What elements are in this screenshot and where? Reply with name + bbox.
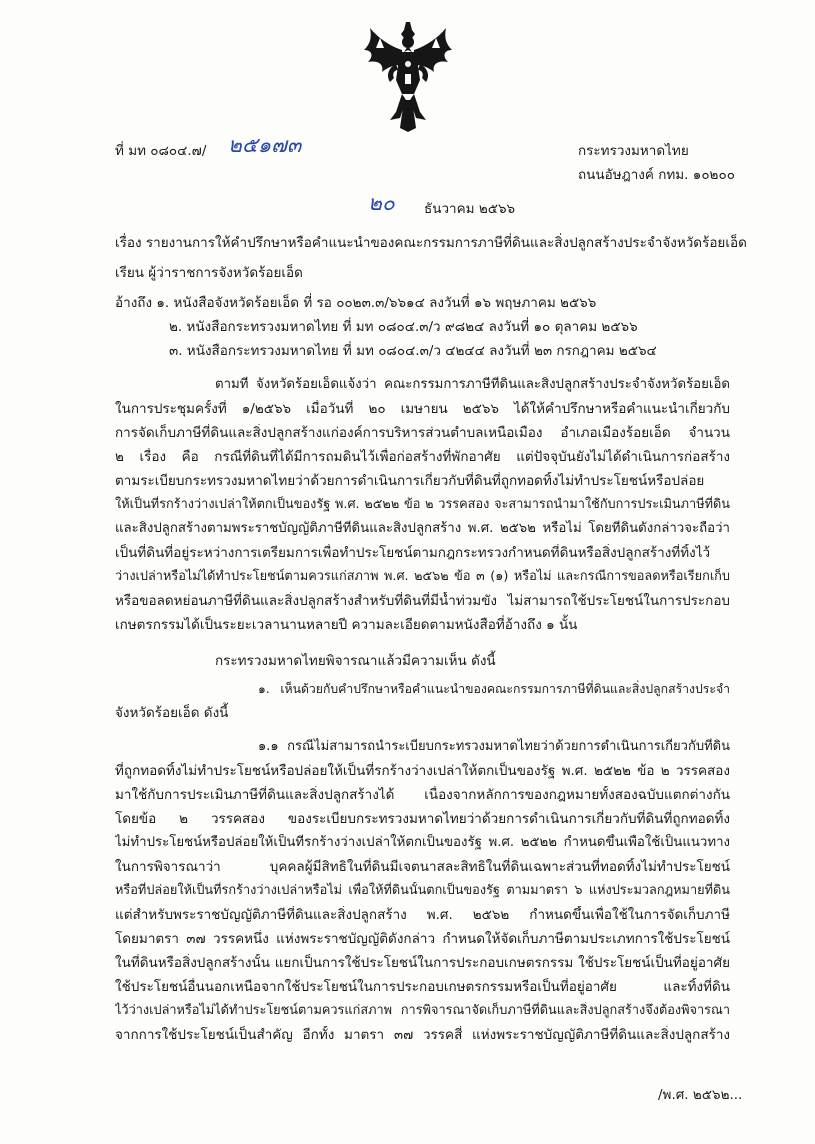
reference-item: ๓. หนังสือกระทรวงมหาดไทย ที่ มท ๐๘๐๔.๓/ว ๔๒๔๔ ลงวันที่ ๒๓ กรกฎาคม ๒๕๖๔ [169, 343, 657, 359]
body-line: เกษตรกรรมได้เป็นระยะเวลานานหลายปี ความละเอียดตามหนังสือที่อ้างถึง ๑ นั้น [115, 617, 578, 633]
body-line: ในการประชุมครั้งที่ ๑/๒๕๖๖ เมื่อวันที่ ๒๐ เมษายน ๒๕๖๖ ได้ให้คำปรึกษาหรือคำแนะนำเกี่ยวกับ [115, 401, 730, 417]
body-line: ที่ถูกทอดทิ้งไม่ทำประโยชน์หรือปล่อยให้เป็นที่รกร้างว่างเปล่าให้ตกเป็นของรัฐ พ.ศ. ๒๕๒๒ ข้อ ๒ วรรคสอง [115, 763, 730, 779]
body-line: ใช้ประโยชน์อื่นนอกเหนือจากใช้ประโยชน์ในการประกอบเกษตรกรรมหรือเป็นที่อยู่อาศัย และทิ้งที่ดิน [115, 979, 730, 995]
body-line: จังหวัดร้อยเอ็ด ดังนี้ [115, 705, 229, 721]
body-line: โดยข้อ ๒ วรรคสอง ของระเบียบกระทรวงมหาดไทยว่าด้วยการดำเนินการเกี่ยวกับที่ดินที่ถูกทอดทิ้ง [115, 811, 730, 827]
body-line: ไว้ว่างเปล่าหรือไม่ได้ทำประโยชน์ตามควรแก่สภาพ การพิจารณาจัดเก็บภาษีที่ดินและสิ่งปลูกสร้างจึงต้องพิจารณา [115, 1003, 730, 1018]
garuda-emblem [360, 20, 456, 134]
body-line: จากการใช้ประโยชน์เป็นสำคัญ อีกทั้ง มาตรา ๓๗ วรรคสี่ แห่งพระราชบัญญัติภาษีที่ดินและสิ่งปลูกสร้าง [115, 1027, 730, 1043]
body-line: ในการพิจารณาว่า บุคคลผู้มีสิทธิในที่ดินมีเจตนาสละสิทธิในที่ดินเฉพาะส่วนที่ทอดทิ้งไม่ทำประโยชน์ [115, 859, 730, 875]
body-line: ๑.๑ กรณีไม่สามารถนำระเบียบกระทรวงมหาดไทยว่าด้วยการดำเนินการเกี่ยวกับที่ดิน [258, 739, 730, 754]
body-line: ๑. เห็นด้วยกับคำปรึกษาหรือคำแนะนำของคณะกรรมการภาษีที่ดินและสิ่งปลูกสร้างประจำ [258, 682, 730, 696]
reference-item: อ้างถึง ๑. หนังสือจังหวัดร้อยเอ็ด ที่ รอ ๐๐๒๓.๓/๖๖๑๔ ลงวันที่ ๑๖ พฤษภาคม ๒๕๖๖ [115, 295, 597, 311]
body-line: เป็นที่ดินที่อยู่ระหว่างการเตรียมการเพื่อทำประโยชน์ตามกฎกระทรวงกำหนดที่ดินหรือสิ่งปลูกสร้างที่ทิ้งไว้ [115, 545, 711, 561]
body-line: ตามที่ จังหวัดร้อยเอ็ดแจ้งว่า คณะกรรมการภาษีที่ดินและสิ่งปลูกสร้างประจำจังหวัดร้อยเอ็ด [215, 377, 730, 392]
body-line: การจัดเก็บภาษีที่ดินและสิ่งปลูกสร้างแก่องค์การบริหารส่วนตำบลเหนือเมือง อำเภอเมืองร้อยเอ็ด จำนวน [115, 425, 730, 441]
body-line: ในที่ดินหรือสิ่งปลูกสร้างนั้น แยกเป็นการใช้ประโยชน์ในการประกอบเกษตรกรรม ใช้ประโยชน์เป็นที่อยู่อาศัย [115, 955, 730, 971]
body-line: ไม่ทำประโยชน์หรือปล่อยให้เป็นที่รกร้างว่างเปล่าให้ตกเป็นของรัฐ พ.ศ. ๒๕๒๒ กำหนดขึ้นเพื่อใช้เป็นแนวทาง [115, 835, 730, 850]
salutation-line: เรียน ผู้ว่าราชการจังหวัดร้อยเอ็ด [115, 265, 303, 281]
subject-line: เรื่อง รายงานการให้คำปรึกษาหรือคำแนะนำของคณะกรรมการภาษีที่ดินและสิ่งปลูกสร้างประจำจังหวัดร้อยเอ็ด [115, 235, 747, 251]
body-line: แต่สำหรับพระราชบัญญัติภาษีที่ดินและสิ่งปลูกสร้าง พ.ศ. ๒๕๖๒ กำหนดขึ้นเพื่อใช้ในการจัดเก็บภาษี [115, 907, 730, 923]
body-line: หรือขอลดหย่อนภาษีที่ดินและสิ่งปลูกสร้างสำหรับที่ดินที่มีน้ำท่วมขัง ไม่สามารถใช้ประโยชน์ในการประกอบ [115, 593, 730, 609]
body-line: หรือที่ปล่อยให้เป็นที่รกร้างว่างเปล่าหรือไม่ เพื่อให้ที่ดินนั้นตกเป็นของรัฐ ตามมาตรา ๖ แห่งประมวลกฎหมายที่ดิน [115, 883, 730, 898]
body-line: ๒ เรื่อง คือ กรณีที่ดินที่ได้มีการถมดินไว้เพื่อก่อสร้างที่พักอาศัย แต่ปัจจุบันยังไม่ได้ดำเนินการก่อสร้าง [115, 449, 730, 465]
date-day-handwritten: ๒๐ [368, 191, 395, 215]
body-line: มาใช้กับการประเมินภาษีที่ดินและสิ่งปลูกสร้างได้ เนื่องจากหลักการของกฎหมายทั้งสองฉบับแตกต่างกัน [115, 787, 730, 803]
body-line: ให้เป็นที่รกร้างว่างเปล่าให้ตกเป็นของรัฐ พ.ศ. ๒๕๒๒ ข้อ ๒ วรรคสอง จะสามารถนำมาใช้กับการประเมินภาษีที่ดิน [115, 497, 730, 512]
body-line: กระทรวงมหาดไทยพิจารณาแล้วมีความเห็น ดังนี้ [215, 653, 496, 669]
body-line: ว่างเปล่าหรือไม่ได้ทำประโยชน์ตามควรแก่สภาพ พ.ศ. ๒๕๖๒ ข้อ ๓ (๑) หรือไม่ และกรณีการขอลดหรือเรียกเก็บ [115, 569, 730, 584]
sender-name: กระทรวงมหาดไทย [578, 143, 689, 159]
sender-address: ถนนอัษฎางค์ กทม. ๑๐๒๐๐ [578, 167, 735, 183]
reference-number: ที่ มท ๐๘๐๔.๗/ [115, 143, 207, 159]
body-line: และสิ่งปลูกสร้างตามพระราชบัญญัติภาษีที่ดินและสิ่งปลูกสร้าง พ.ศ. ๒๕๖๒ หรือไม่ โดยที่ดินดังกล่าวจะถือว่า [115, 521, 730, 536]
reference-number-handwritten: ๒๕๑๗๓ [228, 133, 302, 157]
body-line: โดยมาตรา ๓๗ วรรคหนึ่ง แห่งพระราชบัญญัติดังกล่าว กำหนดให้จัดเก็บภาษีตามประเภทการใช้ประโยชน์ [115, 931, 730, 947]
body-line: ตามระเบียบกระทรวงมหาดไทยว่าด้วยการดำเนินการเกี่ยวกับที่ดินที่ถูกทอดทิ้งไม่ทำประโยชน์หรือปล่อย [115, 473, 705, 489]
date-month-year: ธันวาคม ๒๕๖๖ [424, 201, 516, 217]
page-continuation: /พ.ศ. ๒๕๖๒... [658, 1087, 743, 1103]
reference-item: ๒. หนังสือกระทรวงมหาดไทย ที่ มท ๐๘๐๔.๓/ว ๙๘๒๔ ลงวันที่ ๑๐ ตุลาคม ๒๕๖๖ [169, 319, 638, 335]
